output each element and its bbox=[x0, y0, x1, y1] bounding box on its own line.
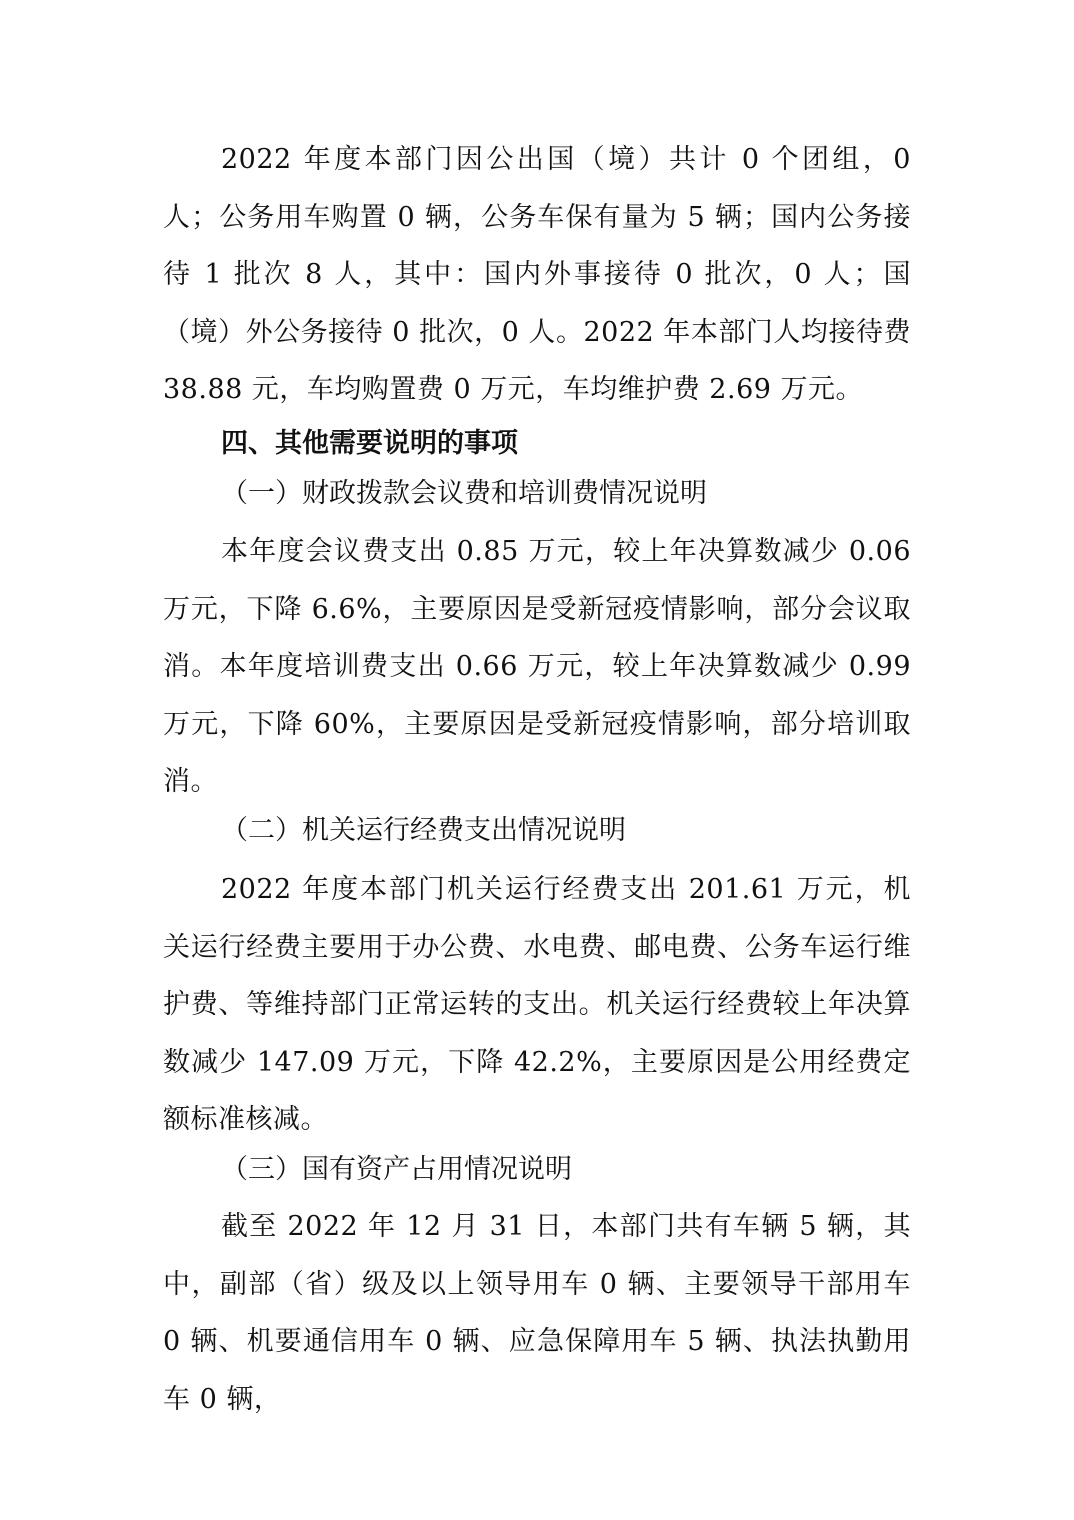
section-heading-other-matters: 四、其他需要说明的事项 bbox=[221, 428, 518, 459]
subsection-heading-state-assets: （三）国有资产占用情况说明 bbox=[221, 1154, 572, 1185]
paragraph-operating-expenses: 2022 年度本部门机关运行经费支出 201.61 万元，机关运行经费主要用于办公费、水电费、邮电费、公务车运行维护费、等维持部门正常运转的支出。机关运行经费较上年决算数减少 147.09 万元，下降 42.2%，主要原因是公用经费定额标准核减。 bbox=[163, 874, 911, 1135]
paragraph-foreign-travel-and-reception: 2022 年度本部门因公出国（境）共计 0 个团组，0 人；公务用车购置 0 辆，公务车保有量为 5 辆；国内公务接待 1 批次 8 人，其中：国内外事接待 0 批次，0 人；国（境）外公务接待 0 批次，0 人。2022 年本部门人均接待费 38.88 元，车均购置费 0 万元，车均维护费 2.69 万元。 bbox=[163, 144, 911, 405]
subsection-heading-operating-expenses: （二）机关运行经费支出情况说明 bbox=[221, 815, 626, 846]
subsection-heading-meeting-training-fees: （一）财政拨款会议费和培训费情况说明 bbox=[221, 478, 707, 509]
paragraph-meeting-training-fees: 本年度会议费支出 0.85 万元，较上年决算数减少 0.06 万元，下降 6.6%，主要原因是受新冠疫情影响，部分会议取消。本年度培训费支出 0.66 万元，较上年决算数减少 0.99 万元，下降 60%，主要原因是受新冠疫情影响，部分培训取消。 bbox=[163, 536, 911, 797]
paragraph-state-assets: 截至 2022 年 12 月 31 日，本部门共有车辆 5 辆，其中，副部（省）级及以上领导用车 0 辆、主要领导干部用车 0 辆、机要通信用车 0 辆、应急保障用车 5 辆、执法执勤用车 0 辆， bbox=[163, 1211, 911, 1415]
